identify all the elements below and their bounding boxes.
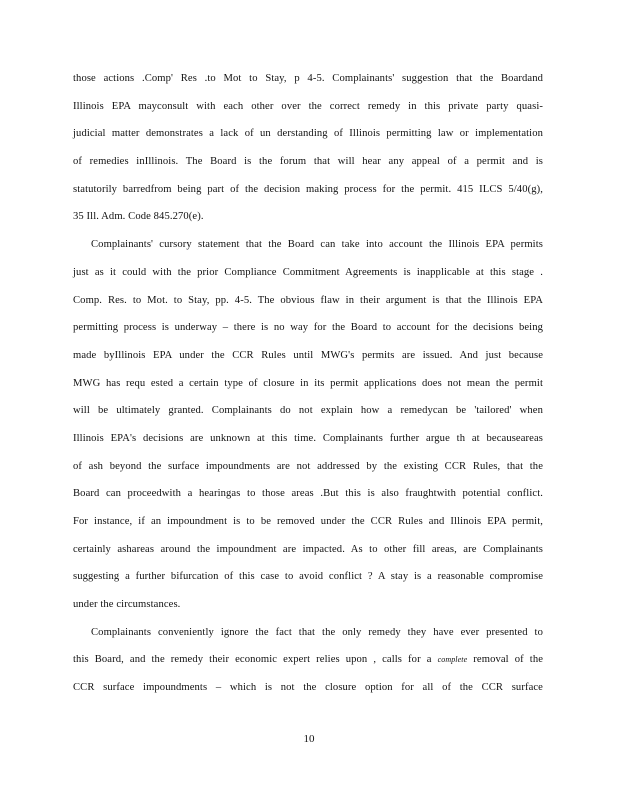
paragraph-start-line: Complainants' cursory statement that the Board can take into account the Illinois EPA permits <box>91 239 543 251</box>
text-segment: removal of the <box>473 654 544 666</box>
text-line: CCR surface impoundments – which is not the closure option for all of the CCR surface <box>73 682 543 694</box>
text-line: suggesting a further bifurcation of this case to avoid conflict ? A stay is a reasonable compromise <box>73 571 543 583</box>
text-line: statutorily barredfrom being part of the decision making process for the permit. 415 ILCS 5/40(g), <box>73 183 543 195</box>
text-line: of ash beyond the surface impoundments are not addressed by the existing CCR Rules, that the <box>73 460 543 472</box>
text-line: made byIllinois EPA under the CCR Rules until MWG's permits are issued. And just because <box>73 349 543 361</box>
body-text <box>73 69 543 706</box>
paragraph-start-line: Complainants conveniently ignore the fact that the only remedy they have ever presented to <box>91 626 543 638</box>
text-line: MWG has requ ested a certain type of closure in its permit applications does not mean the permit <box>73 377 543 389</box>
emphasized-word: complete <box>437 655 468 665</box>
text-line: of remedies inIllinois. The Board is the forum that will hear any appeal of a permit and is <box>73 156 543 168</box>
text-line: permitting process is underway – there is no way for the Board to account for the decisions being <box>73 322 543 334</box>
text-line: just as it could with the prior Compliance Commitment Agreements is inapplicable at this stage . <box>73 266 543 278</box>
text-line: 35 Ill. Adm. Code 845.270(e). <box>73 211 204 223</box>
text-line: those actions .Comp' Res .to Mot to Stay, p 4-5. Complainants' suggestion that the Boardand <box>73 73 543 84</box>
text-line: For instance, if an impoundment is to be removed under the CCR Rules and Illinois EPA permit, <box>73 516 543 527</box>
text-line-with-emphasis <box>73 650 543 678</box>
text-line: Comp. Res. to Mot. to Stay, pp. 4-5. The obvious flaw in their argument is that the Illinois EPA <box>73 294 543 306</box>
text-line: judicial matter demonstrates a lack of un derstanding of Illinois permitting law or implementation <box>73 128 543 140</box>
text-line: Illinois EPA's decisions are unknown at this time. Complainants further argue th at becauseareas <box>73 432 543 444</box>
text-segment: this Board, and the remedy their economic expert relies upon , calls for a <box>73 654 432 666</box>
text-line: Board can proceedwith a hearingas to those areas .But this is also fraughtwith potential conflict. <box>73 488 543 500</box>
text-line: certainly ashareas around the impoundment are impacted. As to other fill areas, are Complainants <box>73 543 543 555</box>
text-line: under the circumstances. <box>73 599 181 611</box>
text-line: Illinois EPA mayconsult with each other over the correct remedy in this private party quasi- <box>73 100 543 112</box>
page-number: 10 <box>303 733 315 745</box>
text-line: will be ultimately granted. Complainants do not explain how a remedycan be 'tailored' when <box>73 405 543 417</box>
